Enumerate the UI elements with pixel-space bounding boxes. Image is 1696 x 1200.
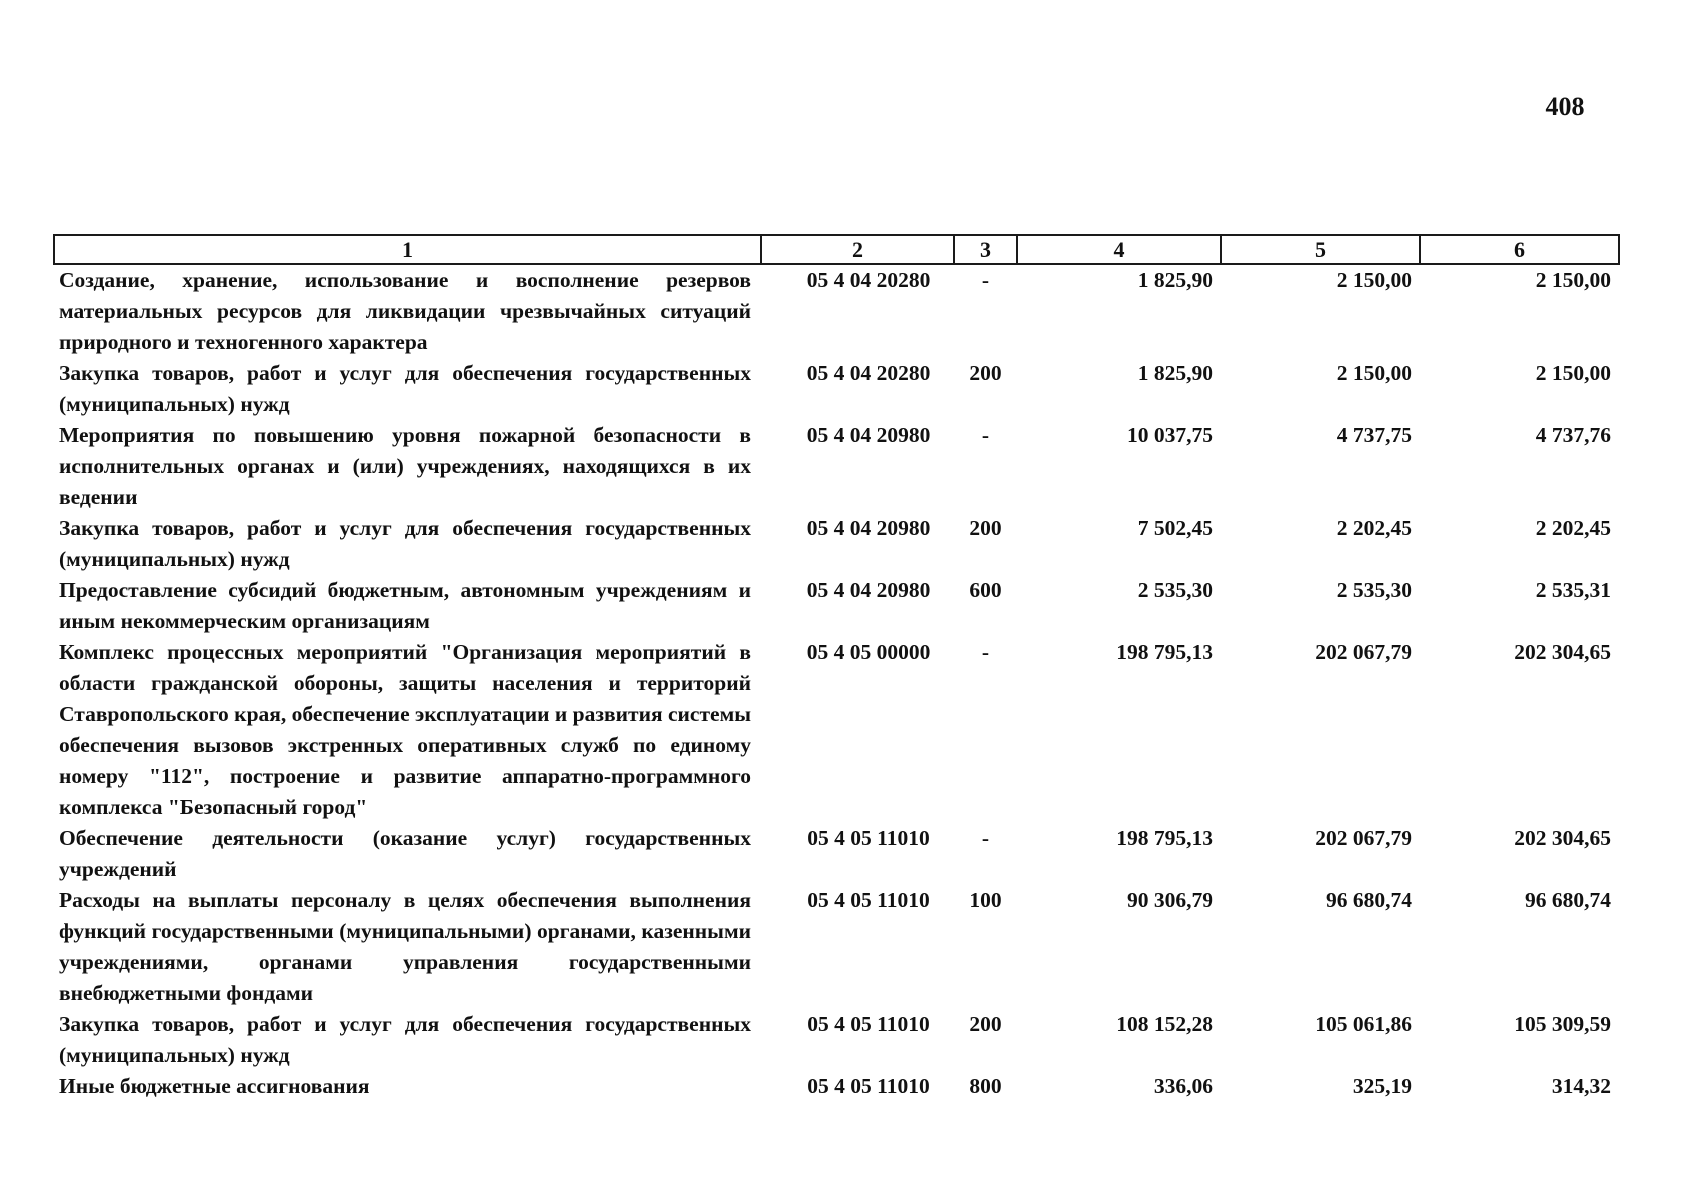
row-value-col5: 2 150,00: [1336, 268, 1412, 292]
row-value-col6: 2 150,00: [1535, 361, 1611, 385]
row-expense-type: -: [981, 423, 990, 447]
column-header: 5: [1221, 235, 1420, 264]
row-value-col6: 202 304,65: [1514, 640, 1611, 664]
row-value-col4: 7 502,45: [1137, 516, 1213, 540]
row-value-col6: 96 680,74: [1525, 888, 1611, 912]
row-value-col4: 198 795,13: [1116, 640, 1213, 664]
row-value-col6: 4 737,76: [1535, 423, 1611, 447]
row-value-col6: 202 304,65: [1514, 826, 1611, 850]
row-name: Предоставление субсидий бюджетным, автономным учреждениям и иным некоммерческим организациям: [59, 578, 751, 633]
row-code: 05 4 05 11010: [807, 1074, 930, 1098]
row-value-col4: 10 037,75: [1127, 423, 1213, 447]
row-value-col5: 105 061,86: [1315, 1012, 1412, 1036]
row-name: Комплекс процессных мероприятий "Организация мероприятий в области гражданской обороны, защиты населения и территорий Ставропольского края, обеспечение эксплуатации и развития системы обеспечения вызовов экстренных оперативных служб по единому номеру "112", построение и развитие аппаратно-программного комплекса "Безопасный город": [59, 640, 751, 819]
row-value-col6: 2 150,00: [1535, 268, 1611, 292]
row-code: 05 4 04 20980: [806, 578, 931, 602]
row-value-col5: 325,19: [1352, 1074, 1412, 1098]
row-expense-type: 200: [969, 1012, 1002, 1036]
row-name: Расходы на выплаты персоналу в целях обеспечения выполнения функций государственными (муниципальными) органами, казенными учреждениями, органами управления государственными внебюджетными фондами: [59, 888, 751, 1005]
row-value-col4: 2 535,30: [1137, 578, 1213, 602]
table-row: [54, 637, 1619, 823]
row-code: 05 4 04 20980: [806, 516, 931, 540]
row-expense-type: 600: [969, 578, 1002, 602]
row-name: Закупка товаров, работ и услуг для обеспечения государственных (муниципальных) нужд: [59, 361, 751, 416]
column-header: 4: [1017, 235, 1221, 264]
table-row: [54, 1009, 1619, 1071]
table-row: [54, 264, 1619, 358]
table-row: [54, 823, 1619, 885]
column-header: 2: [761, 235, 954, 264]
row-value-col4: 1 825,90: [1137, 268, 1213, 292]
row-code: 05 4 04 20980: [806, 423, 931, 447]
row-expense-type: -: [981, 826, 990, 850]
row-value-col4: 90 306,79: [1127, 888, 1213, 912]
budget-table: [53, 234, 1620, 1102]
table-row: [54, 420, 1619, 513]
row-value-col6: 105 309,59: [1514, 1012, 1611, 1036]
row-name: Закупка товаров, работ и услуг для обеспечения государственных (муниципальных) нужд: [59, 1012, 751, 1067]
row-value-col5: 2 535,30: [1336, 578, 1412, 602]
row-expense-type: -: [981, 268, 990, 292]
row-name: Мероприятия по повышению уровня пожарной безопасности в исполнительных органах и (или) учреждениях, находящихся в их ведении: [59, 423, 751, 509]
row-name: Обеспечение деятельности (оказание услуг) государственных учреждений: [59, 826, 751, 881]
row-value-col6: 2 202,45: [1535, 516, 1611, 540]
row-value-col5: 4 737,75: [1336, 423, 1412, 447]
row-value-col5: 2 150,00: [1336, 361, 1412, 385]
table-row: [54, 513, 1619, 575]
row-value-col5: 2 202,45: [1336, 516, 1412, 540]
row-code: 05 4 05 11010: [807, 888, 930, 912]
row-expense-type: 100: [969, 888, 1002, 912]
row-value-col4: 336,06: [1153, 1074, 1213, 1098]
row-value-col4: 198 795,13: [1116, 826, 1213, 850]
row-expense-type: -: [981, 640, 990, 664]
page-number: 408: [1545, 92, 1585, 121]
column-header: 6: [1420, 235, 1619, 264]
row-code: 05 4 05 11010: [807, 826, 930, 850]
row-name: Иные бюджетные ассигнования: [59, 1074, 370, 1098]
column-number-row: [54, 235, 1619, 264]
row-code: 05 4 05 00000: [806, 640, 931, 664]
row-value-col6: 314,32: [1551, 1074, 1611, 1098]
row-value-col5: 202 067,79: [1315, 640, 1412, 664]
row-value-col6: 2 535,31: [1535, 578, 1611, 602]
table-row: [54, 1071, 1619, 1102]
table-row: [54, 575, 1619, 637]
row-expense-type: 200: [969, 516, 1002, 540]
row-code: 05 4 04 20280: [806, 268, 931, 292]
row-name: Закупка товаров, работ и услуг для обеспечения государственных (муниципальных) нужд: [59, 516, 751, 571]
row-name: Создание, хранение, использование и восполнение резервов материальных ресурсов для ликвидации чрезвычайных ситуаций природного и техногенного характера: [59, 268, 751, 354]
row-expense-type: 800: [969, 1074, 1002, 1098]
row-code: 05 4 05 11010: [807, 1012, 930, 1036]
column-header: 1: [54, 235, 761, 264]
row-value-col5: 202 067,79: [1315, 826, 1412, 850]
table-row: [54, 358, 1619, 420]
row-code: 05 4 04 20280: [806, 361, 931, 385]
column-header: 3: [954, 235, 1017, 264]
table-row: [54, 885, 1619, 1009]
row-expense-type: 200: [969, 361, 1002, 385]
row-value-col4: 1 825,90: [1137, 361, 1213, 385]
row-value-col5: 96 680,74: [1326, 888, 1412, 912]
row-value-col4: 108 152,28: [1116, 1012, 1213, 1036]
